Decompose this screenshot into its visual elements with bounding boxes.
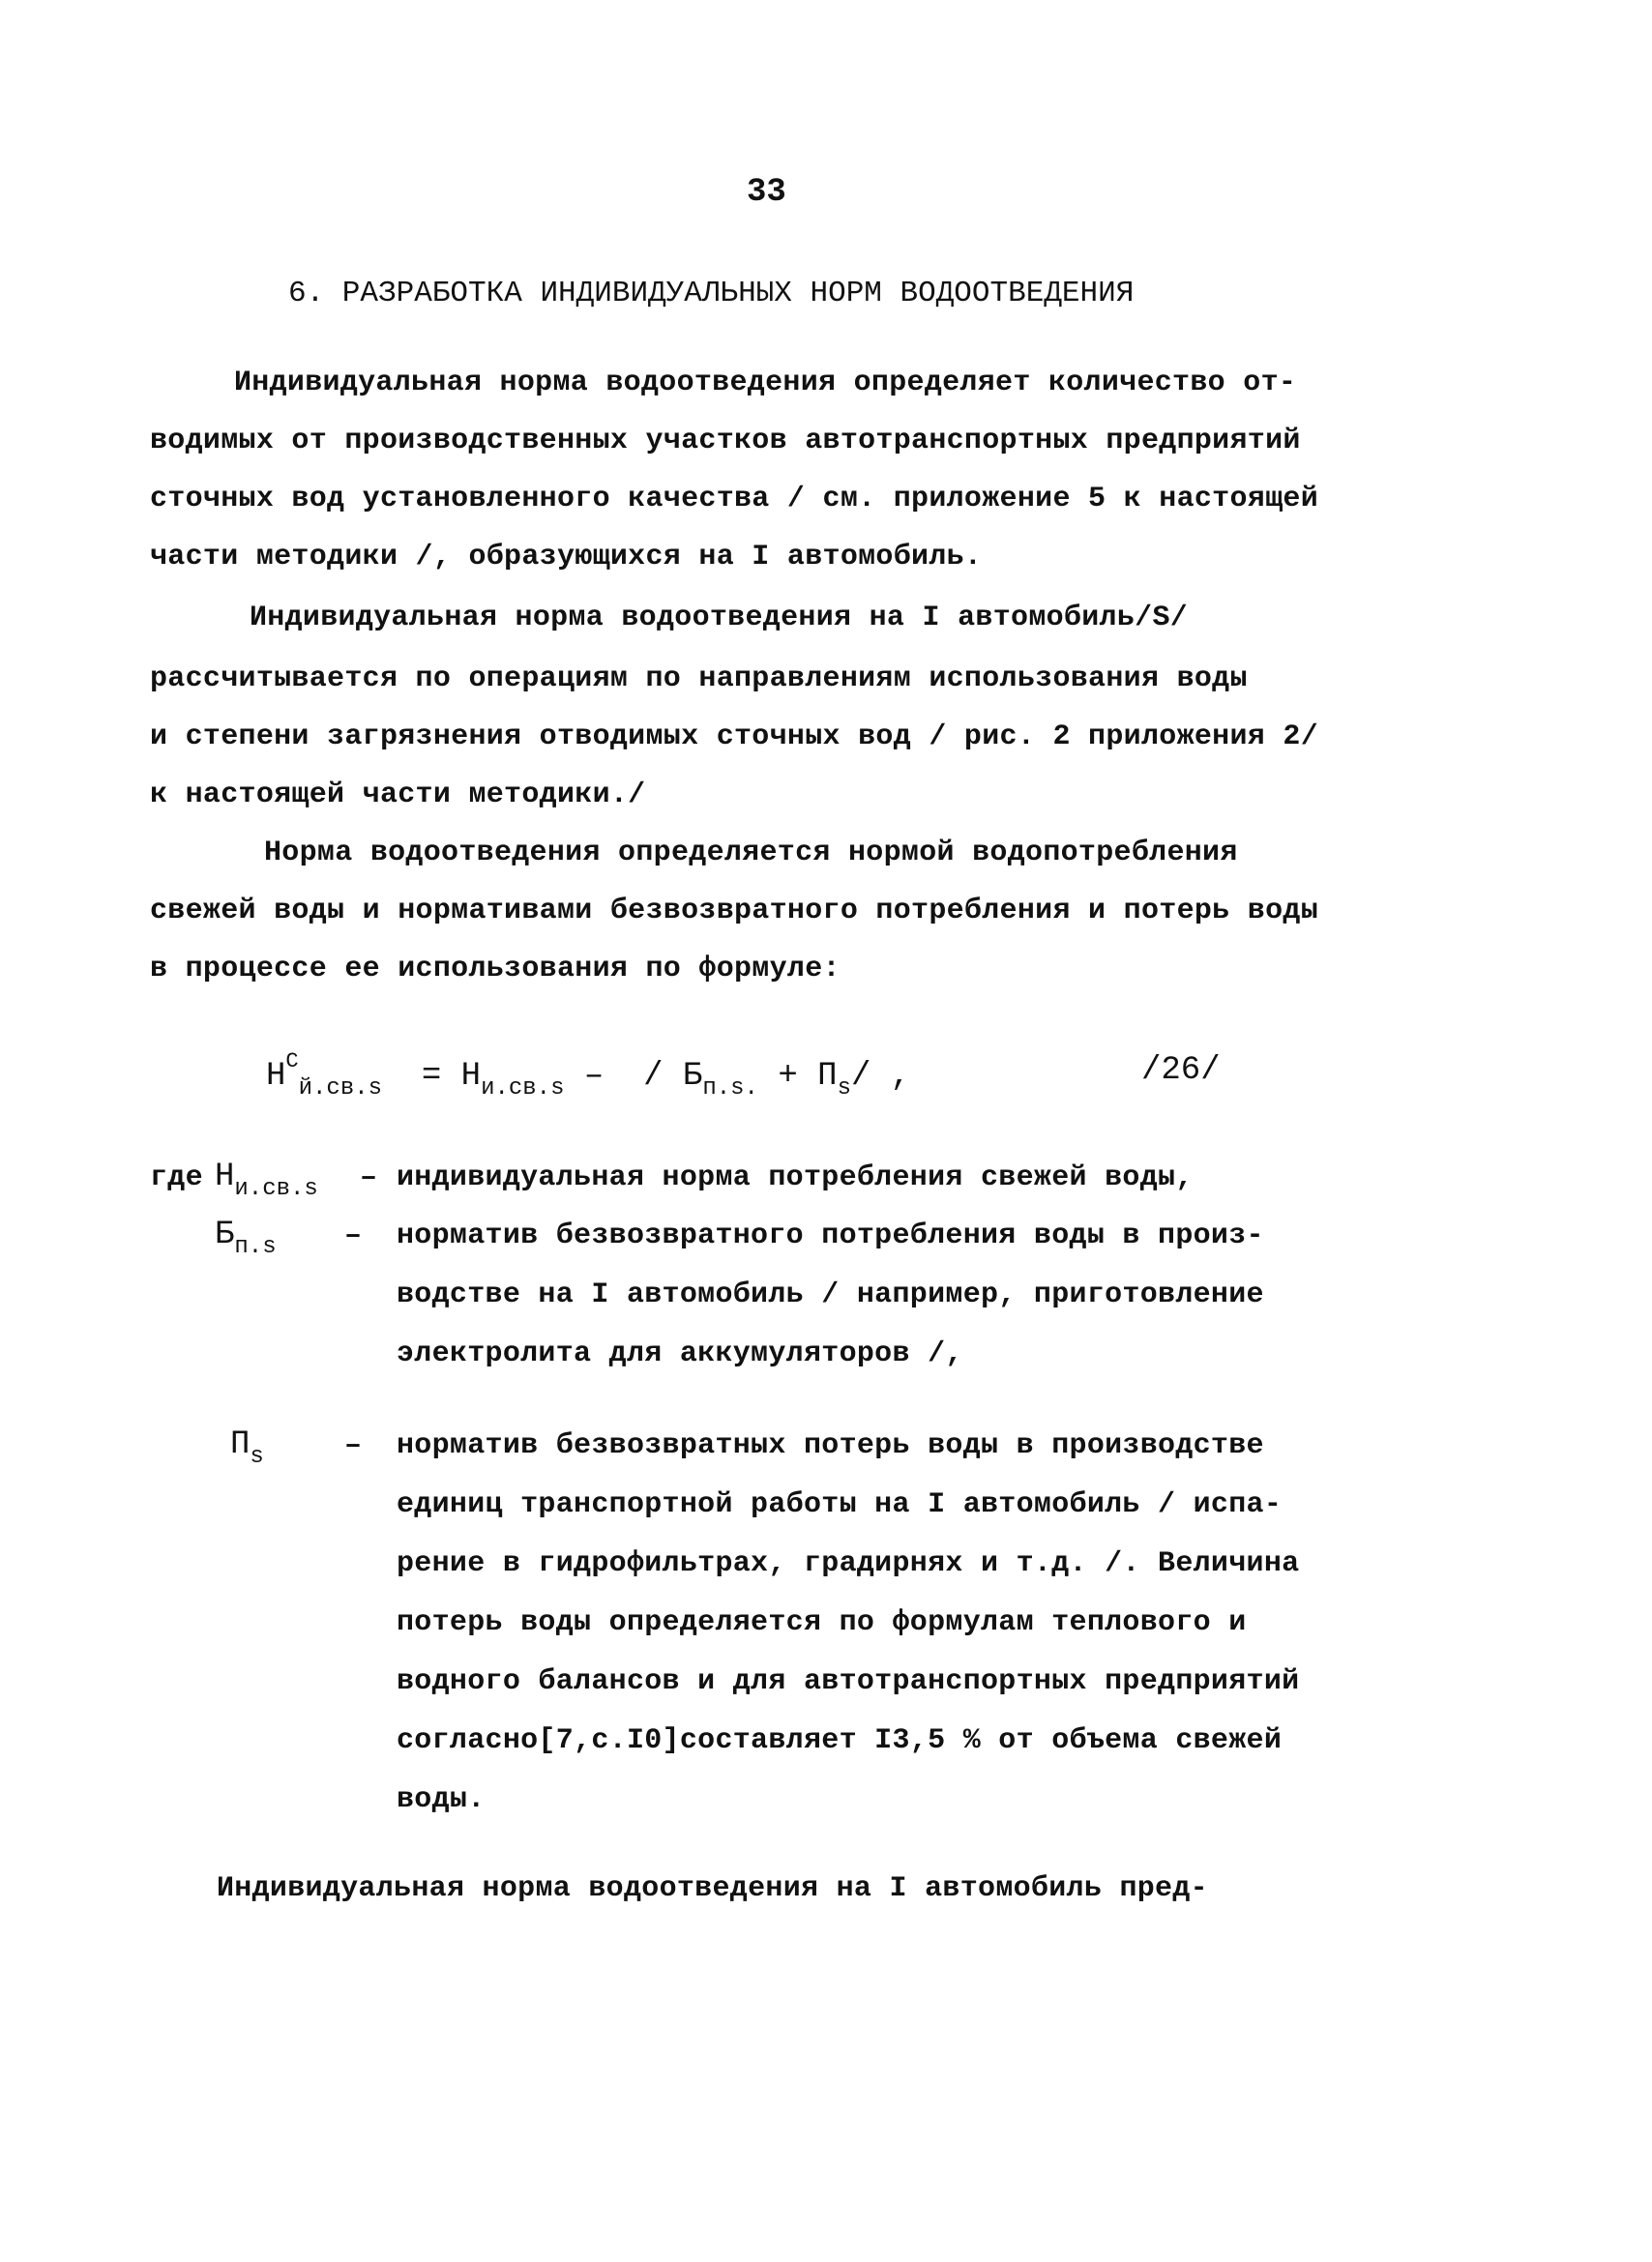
formula-lhs-base: Н bbox=[266, 1058, 286, 1095]
para3-line-2: свежей воды и нормативами безвозвратного потребления и потерь воды bbox=[150, 895, 1318, 927]
formula-term3-sub: s bbox=[837, 1075, 851, 1102]
definition-2-symbol-base: Б bbox=[215, 1217, 235, 1253]
formula-term2-base: Б bbox=[682, 1058, 703, 1095]
definition-3-dash: – bbox=[344, 1429, 363, 1462]
intro-line-1: Индивидуальная норма водоотведения определяет количество от- bbox=[234, 367, 1297, 399]
para2-line-1 bbox=[250, 603, 1188, 632]
definition-3-line-1: норматив безвозвратных потерь воды в производстве bbox=[397, 1429, 1264, 1462]
definition-1-symbol-base: Н bbox=[215, 1159, 235, 1195]
para3-line-3: в процессе ее использования по формуле: bbox=[150, 953, 841, 985]
formula-term2-sub: п.s. bbox=[702, 1075, 758, 1102]
definition-3-symbol-base: П bbox=[230, 1426, 251, 1463]
para2-line-3: и степени загрязнения отводимых сточных вод / рис. 2 приложения 2/ bbox=[150, 720, 1318, 753]
definition-3-line-4: потерь воды определяется по формулам теплового и bbox=[397, 1606, 1247, 1639]
formula-plus: + bbox=[778, 1058, 798, 1095]
formula-minus: – bbox=[583, 1058, 605, 1095]
definition-1-text: индивидуальная норма потребления свежей воды, bbox=[397, 1161, 1194, 1194]
definition-2-line-2: водстве на I автомобиль / например, приготовление bbox=[397, 1278, 1264, 1311]
definition-where: где bbox=[150, 1161, 203, 1194]
formula-lhs-sup: С bbox=[285, 1049, 299, 1073]
formula-lhs-sub: й.св.s bbox=[298, 1075, 383, 1102]
definition-2-line-1: норматив безвозвратного потребления воды в произ- bbox=[397, 1219, 1264, 1252]
definition-2-line-3: электролита для аккумуляторов /, bbox=[397, 1337, 963, 1370]
intro-line-2: водимых от производственных участков автотранспортных предприятий bbox=[150, 425, 1301, 457]
definition-3-line-3: рение в гидрофильтрах, градирнях и т.д. /. Величина bbox=[397, 1547, 1300, 1580]
definition-3-symbol-sub: s bbox=[250, 1444, 264, 1470]
definition-3-line-5: водного балансов и для автотранспортных предприятий bbox=[397, 1665, 1300, 1698]
intro-line-3: сточных вод установленного качества / см. приложение 5 к настоящей bbox=[150, 483, 1318, 515]
formula-term3-base: П bbox=[817, 1058, 838, 1095]
definition-3-symbol bbox=[230, 1426, 264, 1470]
para2-line-2: рассчитывается по операциям по направлениям использования воды bbox=[150, 662, 1248, 695]
intro-line-4: части методики /, образующихся на I автомобиль. bbox=[150, 541, 983, 573]
formula-equals: = bbox=[421, 1058, 442, 1095]
closing-line: Индивидуальная норма водоотведения на I автомобиль пред- bbox=[217, 1872, 1208, 1905]
definition-3-line-7: воды. bbox=[397, 1783, 486, 1816]
para2-line-1-text: Индивидуальная норма водоотведения на I автомобиль bbox=[250, 602, 1136, 634]
formula bbox=[266, 1049, 910, 1102]
definition-2-symbol-sub: п.s bbox=[234, 1234, 277, 1260]
para2-line-4: к настоящей части методики./ bbox=[150, 778, 646, 811]
definition-1-dash: – bbox=[360, 1161, 378, 1194]
formula-term1-sub: и.св.s bbox=[481, 1075, 565, 1102]
definition-2-symbol bbox=[215, 1217, 277, 1260]
para2-line-1-tail: /S/ bbox=[1135, 602, 1189, 634]
definition-3-line-6: согласно[7,с.I0]составляет I3,5 % от объема свежей bbox=[397, 1724, 1283, 1757]
formula-close: / , bbox=[850, 1058, 911, 1095]
formula-number: /26/ bbox=[1141, 1052, 1221, 1089]
para3-line-1: Норма водоотведения определяется нормой водопотребления bbox=[264, 837, 1238, 869]
section-heading: 6. РАЗРАБОТКА ИНДИВИДУАЛЬНЫХ НОРМ ВОДООТВЕДЕНИЯ bbox=[288, 277, 1135, 310]
definition-3-line-2: единиц транспортной работы на I автомобиль / испа- bbox=[397, 1488, 1283, 1521]
definition-2-dash: – bbox=[344, 1219, 363, 1252]
definition-1-symbol-sub: и.св.s bbox=[234, 1176, 318, 1202]
formula-term1-base: Н bbox=[460, 1058, 482, 1095]
formula-open: / bbox=[643, 1058, 664, 1095]
definition-1-symbol bbox=[215, 1159, 318, 1202]
page-number: 33 bbox=[747, 174, 786, 211]
